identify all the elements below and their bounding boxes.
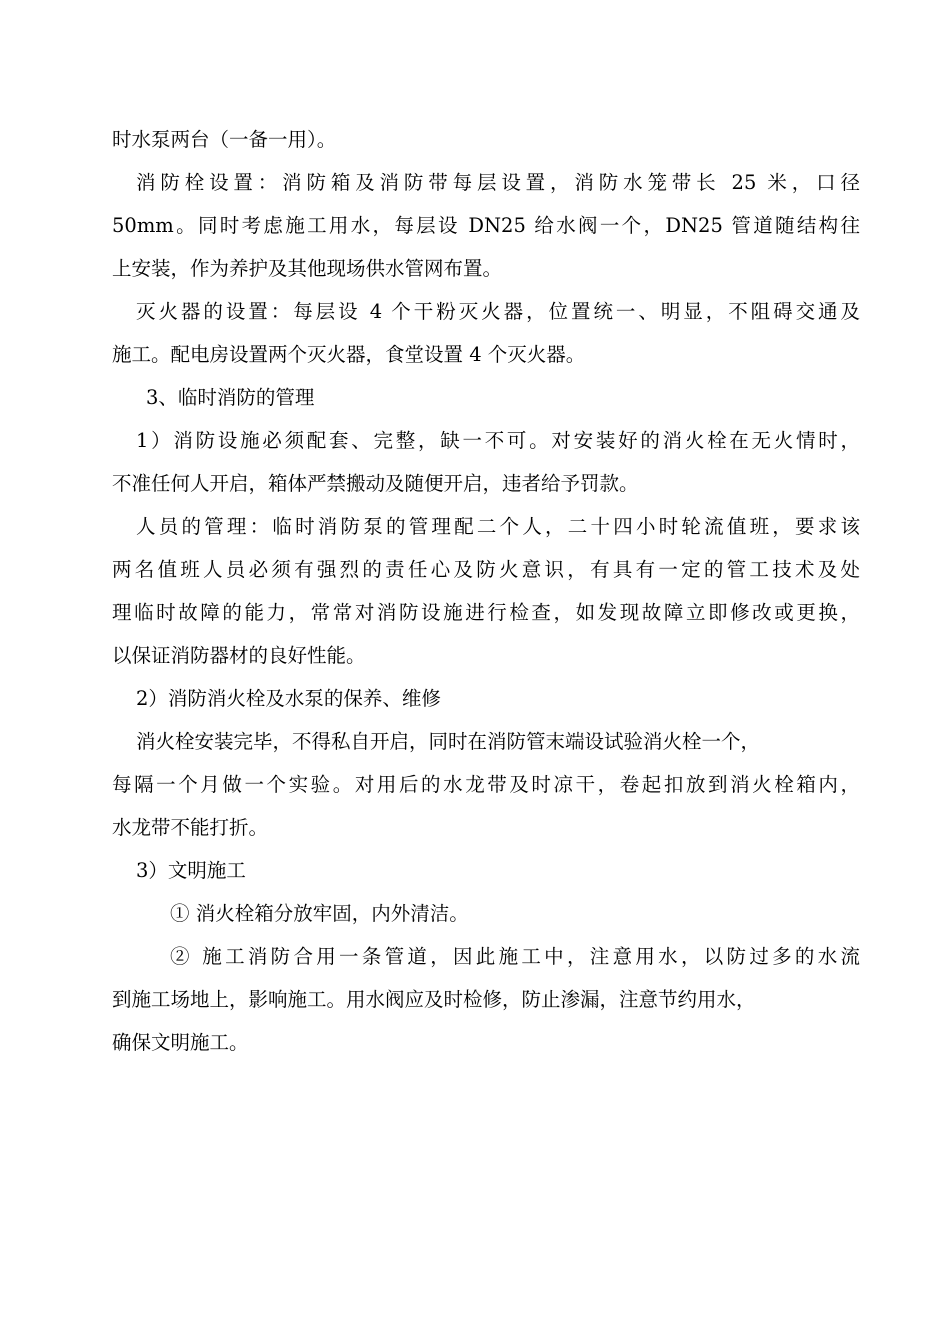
document-body — [112, 118, 860, 1064]
text-line: 人员的管理：临时消防泵的管理配二个人，二十四小时轮流值班，要求该 — [136, 515, 860, 538]
subsection-heading: 3）文明施工 — [136, 859, 246, 882]
text-line: 每隔一个月做一个实验。对用后的水龙带及时凉干，卷起扣放到消火栓箱内， — [112, 773, 860, 796]
text-line: 50mm。同时考虑施工用水，每层设 DN25 给水阀一个，DN25 管道随结构往 — [112, 214, 860, 237]
list-item: ① 消火栓箱分放牢固，内外清洁。 — [170, 902, 469, 925]
text-line: 以保证消防器材的良好性能。 — [112, 644, 366, 667]
text-line: 时水泵两台（一备一用）。 — [112, 128, 337, 151]
section-heading: 3、临时消防的管理 — [146, 386, 315, 409]
text-line: 消防栓设置：消防箱及消防带每层设置，消防水笼带长 25 米，口径 — [136, 171, 860, 194]
text-line: 两名值班人员必须有强烈的责任心及防火意识，有具有一定的管工技术及处 — [112, 558, 860, 581]
text-line: 确保文明施工。 — [112, 1031, 249, 1054]
text-line: 理临时故障的能力，常常对消防设施进行检查，如发现故障立即修改或更换， — [112, 601, 860, 624]
text-line: 施工。配电房设置两个灭火器，食堂设置 4 个灭火器。 — [112, 343, 586, 366]
text-line: 消火栓安装完毕，不得私自开启，同时在消防管末端设试验消火栓一个， — [136, 730, 761, 753]
text-line: 上安装，作为养护及其他现场供水管网布置。 — [112, 257, 503, 280]
subsection-heading: 2）消防消火栓及水泵的保养、维修 — [136, 687, 441, 710]
list-item: ② 施工消防合用一条管道，因此施工中，注意用水，以防过多的水流 — [170, 945, 860, 968]
text-line: 1）消防设施必须配套、完整，缺一不可。对安装好的消火栓在无火情时， — [136, 429, 860, 452]
text-line: 灭火器的设置：每层设 4 个干粉灭火器，位置统一、明显，不阻碍交通及 — [136, 300, 860, 323]
text-line: 不准任何人开启，箱体严禁搬动及随便开启，违者给予罚款。 — [112, 472, 639, 495]
text-line: 水龙带不能打折。 — [112, 816, 269, 839]
text-line: 到施工场地上，影响施工。用水阀应及时检修，防止渗漏，注意节约用水， — [112, 988, 756, 1011]
